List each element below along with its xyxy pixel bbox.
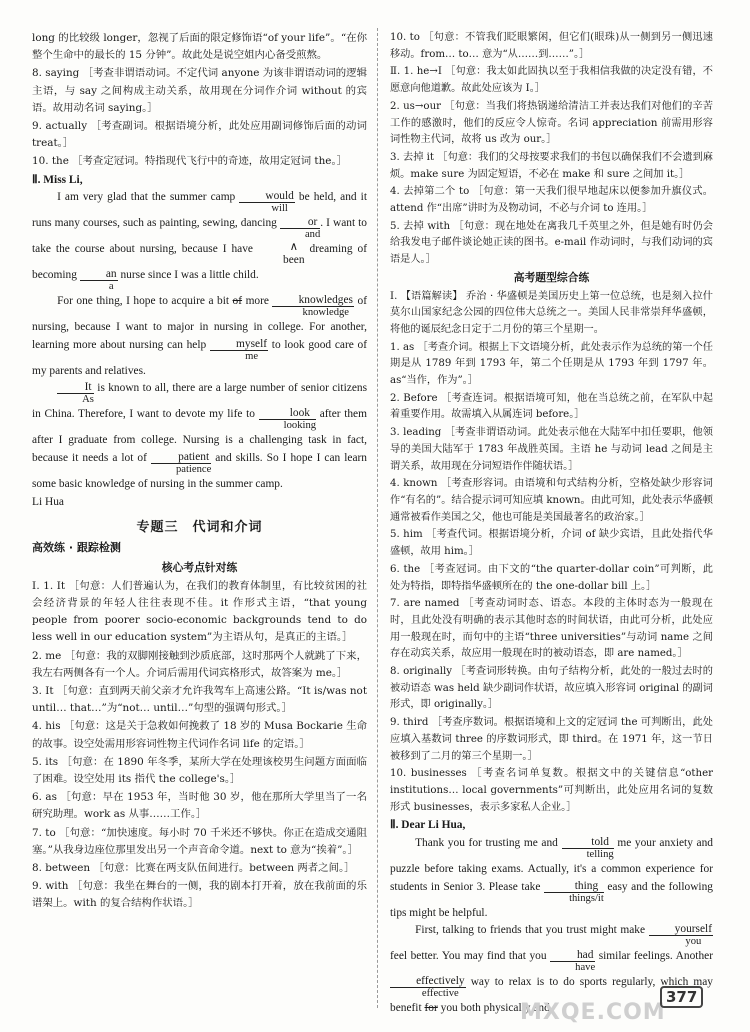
insertion-mark: ∧ been bbox=[283, 241, 305, 267]
letter-signature: Li Hua bbox=[32, 495, 64, 508]
correction: had have bbox=[550, 949, 595, 974]
right-column bbox=[390, 30, 713, 1018]
answer-item: 9. third ［考查序数词。根据语境和上文的定冠词 the 可判断出，此处应填入基数词 three 的序数词形式，即 third。在 1971 年，这一节日被移到了二月的第三个星期一。］ bbox=[390, 717, 713, 762]
answer-item: 5. 去掉 with ［句意：现在地处在离我几千英里之外，但是她有时仍会给我发电子邮件谈论她正读的图书。e-mail 作动词时，与我们动词的宾语是人。］ bbox=[390, 220, 713, 266]
answer-item: 2. me ［句意：我的双脚刚接触到沙质底部，这时那两个人就跳了下来，我左右两侧各有一个人。介词后需用代词宾格形式，故答案为 me。］ bbox=[32, 649, 367, 679]
answer-item: Ⅰ. 1. It ［句意：人们普遍认为，在我们的教育体制里，有比较贫困的社会经济背景的年轻人往往表现不佳。it 作形式主语，“that young people from poorer socio-economic backgrounds tend to do less well in our education system”为主语从句，是真正的主语。］ bbox=[32, 579, 367, 644]
left-column bbox=[32, 30, 367, 914]
answer-item: 4. his ［句意：这是关于急救如何挽救了 18 岁的 Musa Bockarie 生命的故事。设空处需用形容词性物主代词作名词 life 的定语。］ bbox=[32, 720, 367, 750]
answer-item: 4. known ［考查形容词。由语境和句式结构分析，空格处缺少形容词作“有名的”。结合提示词可知应填 known。由此可知，此处表示华盛顿通常被看作美国之父，他也可能是美国最著名的政治家。］ bbox=[390, 478, 713, 523]
letter-paragraph: Thank you for trusting me and told telling me your anxiety and puzzle before taking exams. Actually, it's a common experience for students in Senior 3. Please take thing things/it easy and the following tips might be helpful. bbox=[390, 835, 713, 919]
answer-item: long 的比较级 longer，忽视了后面的限定修饰语“of your life”。“在你整个生命中的最长的 15 分钟”。故此处是说空姐内心备受煎熬。 bbox=[32, 32, 367, 62]
answer-item: 8. saying ［考查非谓语动词。不定代词 anyone 为该非谓语动词的逻辑主语，与 say 之间构成主动关系，故用现在分词作介词 without 的宾语。故用动名词 saying。］ bbox=[32, 67, 367, 114]
answer-item: Ⅱ. 1. he→I ［句意：我太如此固执以至于我相信我做的决定没有错，不愿意向他道歉。故此处应该为 I。］ bbox=[390, 66, 713, 95]
answer-item: 5. him ［考查代词。根据语境分析，介词 of 缺少宾语，且此处指代华盛顿，故用 him。］ bbox=[390, 529, 713, 558]
correction: myself me bbox=[210, 338, 268, 363]
column-divider bbox=[377, 28, 378, 1008]
answer-item: 10. businesses ［考查名词单复数。根据文中的关键信息“other institutions… local governments”可判断出，此处应用名词的复数形式 businesses，表示多家私人企业。］ bbox=[390, 768, 713, 813]
answer-item: 7. are named ［考查动词时态、语态。本段的主体时态为一般现在时，且此处没有明确的表示其他时态的时间状语，由此可分析，此处应用一般现在时，而句中的主语“three universities”与动词 name 之间存在动宾关系，故应用一般现在时的被动语态，即 are named。］ bbox=[390, 598, 713, 660]
correction: knowledges knowledge bbox=[272, 294, 354, 319]
answer-item: 9. actually ［考查副词。根据语境分析，此处应用副词修饰后面的动词 treat。］ bbox=[32, 120, 367, 150]
answer-item: 4. 去掉第二个 to ［句意：第一天我们很早地起床以便参加升旗仪式。attend 作“出席”讲时为及物动词，不必与介词 to 连用。］ bbox=[390, 186, 713, 215]
deleted-word: of bbox=[232, 295, 243, 308]
letter-paragraph: First, talking to friends that you trust might make yourself you feel better. You may find that you had have similar feelings. Another effectively effective way to relax is to do sports regularly, which may benefit for you both physically and bbox=[390, 923, 713, 1015]
letter-heading: Ⅱ. Dear Li Hua, bbox=[390, 819, 466, 832]
corrected-letter-left bbox=[32, 172, 367, 512]
answer-item: 5. its ［句意：在 1890 年冬季，某所大学在处理该校男生问题方面面临了困难。设空处用 its 指代 the college's。］ bbox=[32, 755, 367, 786]
answer-item: 10. to ［句意：不管我们眨眼繁闲，但它们(眼珠)从一侧到另一侧迅速移动。from… to… 意为“从……到……”。］ bbox=[390, 32, 713, 60]
correction: or and bbox=[280, 216, 320, 241]
correction: would will bbox=[239, 190, 295, 215]
answer-item: 6. as ［句意：早在 1953 年，当时他 30 岁，他在那所大学里当了一名研究助理。work as 从事……工作。］ bbox=[32, 791, 367, 821]
section-title: 专题三 代词和介词 bbox=[136, 520, 263, 536]
passage-summary: Ⅰ. 【语篇解读】 乔治 · 华盛顿是美国历史上第一位总统，也是刻入拉什莫尔山国家纪念公园的四位伟大总统之一。美国人民非常崇拜华盛顿，将他的诞辰纪念日定于二月份的第三个星期一。 bbox=[390, 290, 713, 335]
answer-item: 9. with ［句意：我坐在舞台的一侧，我的剧本打开着，放在我前面的乐谱架上。with 的复合结构作状语。］ bbox=[32, 880, 367, 910]
answer-item: 1. as ［考查介词。根据上下文语境分析，此处表示作为总统的第一个任期是从 1789 年到 1793 年，第二个任期是从 1793 年到 1797 年。as“当作，作为”。］ bbox=[390, 341, 713, 387]
letter-heading: Ⅱ. Miss Li, bbox=[32, 173, 83, 186]
correction: told telling bbox=[562, 836, 614, 861]
correction: look looking bbox=[259, 407, 316, 432]
subsection-heading: 核心考点针对练 bbox=[161, 560, 238, 574]
answer-item: 2. Before ［考查连词。根据语境可知，他在当总统之前，在军队中起着重要作用。故需填入从属连词 before。］ bbox=[390, 392, 713, 421]
answer-item: 2. us→our ［句意：当我们将热锅递给清洁工并表达我们对他们的辛苦工作的感激时，他们的反应令人惊奇。名词 appreciation 前需用形容词性物主代词，故将 us 改为 our。］ bbox=[390, 100, 713, 146]
answer-item: 6. the ［考查冠词。由下文的“the quarter-dollar coin”可判断，此处为特指，即特指华盛顿所在的 the one-dollar bill 上。］ bbox=[390, 563, 713, 592]
letter-paragraph: I am very glad that the summer camp would will be held, and it runs many courses, such as painting, sewing, dancing or and . I want to take the course about nursing, because I have ∧ been dreaming of becoming $\frac{an}{a}$ nurse since I was a little child. bbox=[32, 190, 367, 293]
correction: $\frac{an}{a}$ bbox=[80, 268, 118, 293]
answer-item: 3. 去掉 it ［句意：我们的父母按要求我们的书包以确保我们不会遗到麻烦。make sure 为固定短语，不必在 make 和 sure 之间加 it。］ bbox=[390, 151, 713, 180]
section-heading: 高效练 · 跟踪检测 bbox=[32, 541, 121, 555]
answer-item: 3. It ［句意：直到两天前父亲才允许我驾车上高速公路。“It is/was not until… that…”为“not… until…”句型的强调句形式。］ bbox=[32, 685, 367, 715]
correction: effectively effective bbox=[390, 975, 466, 1000]
letter-paragraph: $\frac{It}{As}$ is known to all, there are a large number of senior citizens in China. Therefore, I want to devote my life to look looking after them after I graduate from college. Nursing is a challenging task in fact, because it needs a lot of patient patience and skills. So I hope I can learn some basic knowledge of nursing in the summer camp. bbox=[32, 381, 367, 490]
correction: yourself you bbox=[649, 923, 713, 948]
section-heading: 高考题型综合练 bbox=[513, 270, 590, 284]
letter-paragraph: For one thing, I hope to acquire a bit of more knowledges knowledge of nursing, because I want to major in nursing in college. For another, learning more about nursing can help myself me to look good care of my parents and relatives. bbox=[32, 294, 368, 377]
deleted-word: for bbox=[424, 1002, 438, 1015]
answer-item: 8. between ［句意：比赛在两支队伍间进行。between 两者之间。］ bbox=[32, 862, 355, 875]
answer-item: 10. the ［考查定冠词。特指现代飞行中的奇迹，故用定冠词 the。］ bbox=[32, 155, 348, 168]
correction: thing things/it bbox=[544, 880, 604, 905]
answer-item: 3. leading ［考查非谓语动词。此处表示他在大陆军中扣任要职，他领导的美国大陆军于 1783 年战胜英国。主语 he 与动词 lead 之间是主谓关系，故用现在分词短语作伴随状语。］ bbox=[390, 427, 713, 472]
watermark: MXQE.COM bbox=[520, 1000, 666, 1025]
answer-item: 8. originally ［考查词形转换。由句子结构分析，此处的一般过去时的被动语态 was held 缺少副词作状语，故应填入形容词 original 的副词形式，即 originally。］ bbox=[390, 666, 713, 711]
page-number: 377 bbox=[660, 986, 703, 1008]
correction: patient patience bbox=[151, 451, 211, 476]
answer-item: 7. to ［句意：“加快速度。每小时 70 千米还不够快。你正在造成交通阻塞。”从我身边座位那里发出另一个声音命令道。next to 意为“挨着”。］ bbox=[32, 826, 367, 856]
correction: $\frac{It}{As}$ bbox=[57, 381, 94, 406]
